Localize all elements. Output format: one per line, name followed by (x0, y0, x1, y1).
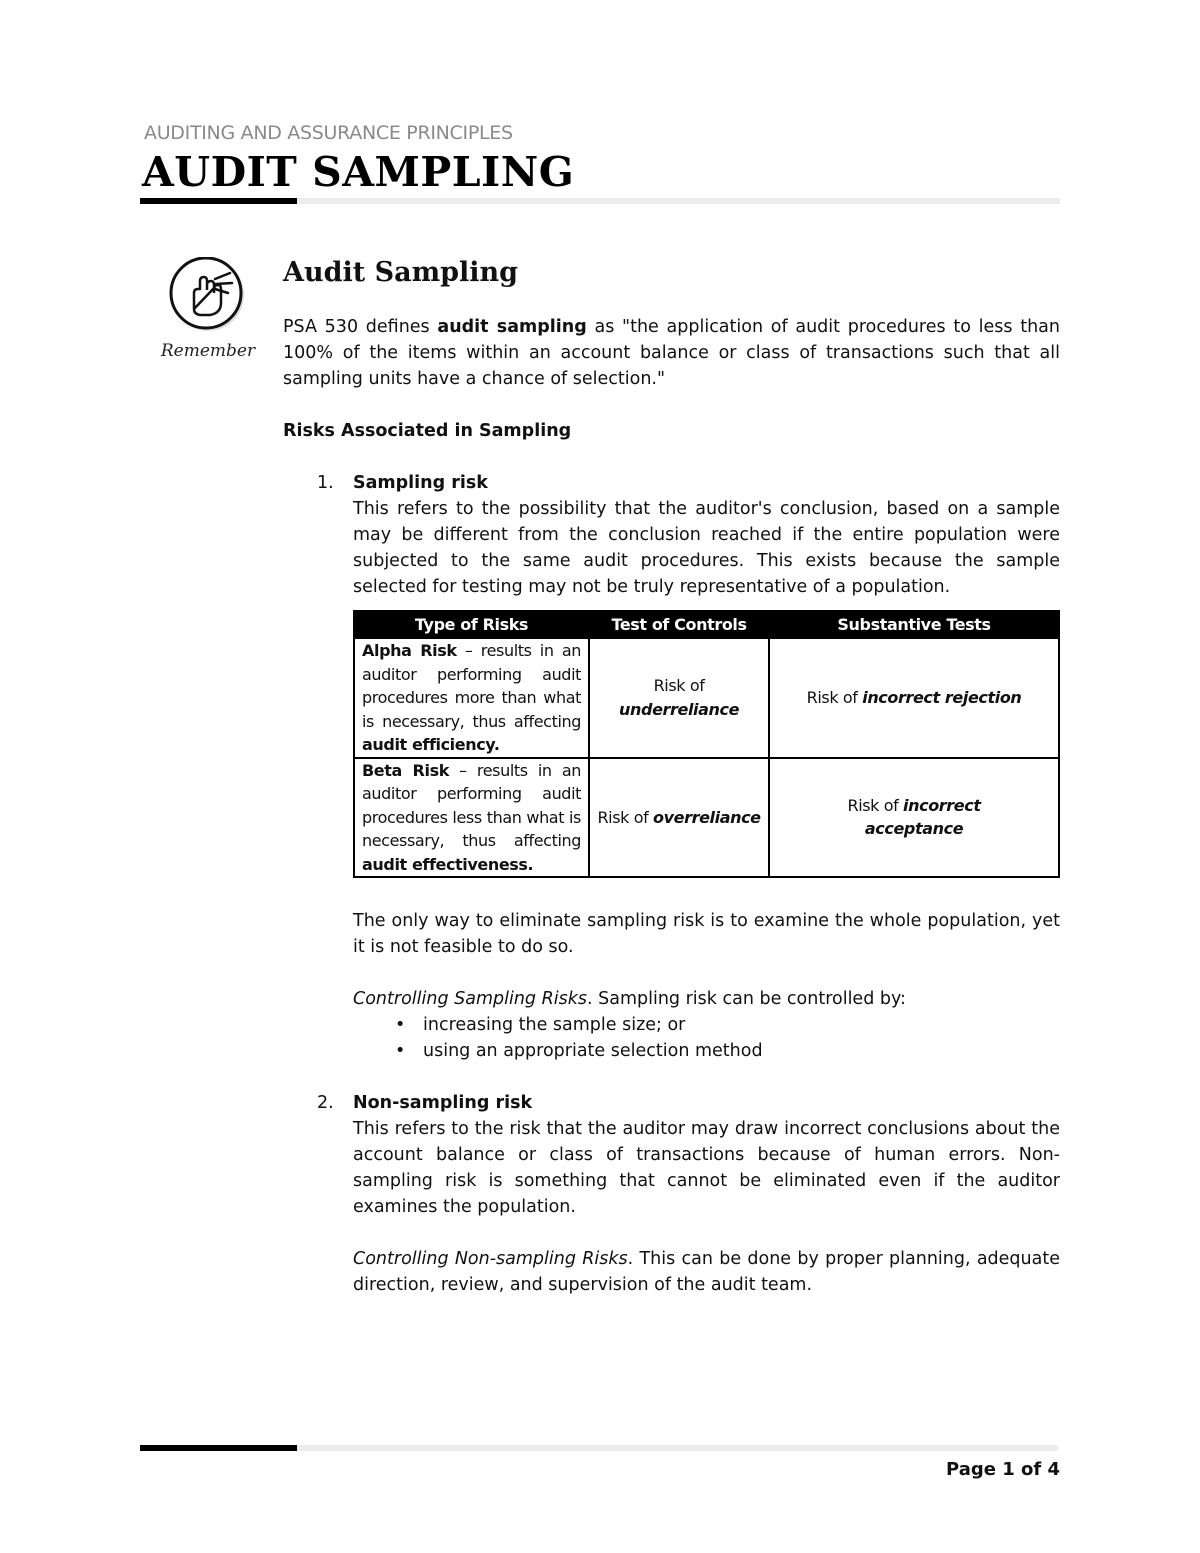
table-header-row (354, 611, 1059, 638)
item-title: Non-sampling risk (353, 1093, 533, 1113)
section-title: Audit Sampling (283, 257, 519, 288)
table-row (354, 638, 1059, 758)
table-cell: Risk of underreliance (589, 638, 769, 758)
bullet-list (283, 1012, 1060, 1064)
remember-label: Remember (160, 341, 256, 361)
list-item: • using an appropriate selection method (283, 1038, 1060, 1064)
table-header: Substantive Tests (769, 611, 1059, 638)
footer-rule-accent (140, 1445, 297, 1451)
page-number: Page 1 of 4 (946, 1459, 1060, 1480)
list-item: • increasing the sample size; or (283, 1012, 1060, 1038)
table-cell: Risk of overreliance (589, 758, 769, 878)
hand-gesture-icon (160, 257, 260, 367)
risk-table (353, 610, 1060, 878)
table-header: Type of Risks (354, 611, 589, 638)
list-item: 2. Non-sampling risk This refers to the risk that the auditor may draw incorrect conclusions about the account balance or class of transactions because of human errors. Non-sampling risk is something that cannot be eliminated even if the auditor examines the population. Controlling Non-sampling Risks. This can be done by proper planning, adequate direction, review, and supervision of the audit team. (283, 1090, 1060, 1298)
table-cell: Beta Risk – results in an auditor performing audit procedures less than what is necessary, thus affecting audit effectiveness. (354, 758, 589, 878)
table-cell: Alpha Risk – results in an auditor performing audit procedures more than what is necessary, thus affecting audit efficiency. (354, 638, 589, 758)
list-item: 1. Sampling risk This refers to the possibility that the auditor's conclusion, based on a sample may be different from the conclusion reached if the entire population were subjected to the same audit procedures. This exists because the sample selected for testing may not be truly representative of a population. Type of Risks Test of Controls Substantive Tests Alpha Risk – results in an auditor performing audit procedures more than what is necessary, thus affecting audit efficiency. Risk of underreliance Risk of incorrect rejection Beta Risk – results in an auditor performing audit procedures less than what is necessary, thus affecting audit effectiveness. Risk of overreliance Risk of incorrect acceptance The only way to eliminate sampling risk is to examine the whole population, yet it is not feasible to do so. Controlling Sampling Risks. Sampling risk can be controlled by: (283, 470, 1060, 1012)
main-content (283, 256, 1060, 1298)
chapter-title: AUDIT SAMPLING (142, 148, 575, 196)
eliminate-note: The only way to eliminate sampling risk is to examine the whole population, yet it is not feasible to do so. (353, 911, 1060, 957)
item-body: This refers to the risk that the auditor may draw incorrect conclusions about the account balance or class of transactions because of human errors. Non-sampling risk is something that cannot be eliminated even if the auditor examines the population. (353, 1119, 1060, 1217)
risks-heading: Risks Associated in Sampling (283, 421, 572, 441)
item-body: This refers to the possibility that the auditor's conclusion, based on a sample may be different from the conclusion reached if the entire population were subjected to the same audit procedures. This exists because the sample selected for testing may not be truly representative of a population. (353, 499, 1060, 597)
table-row (354, 758, 1059, 878)
subject-header: AUDITING AND ASSURANCE PRINCIPLES (144, 122, 513, 144)
header-rule-accent (140, 198, 297, 204)
definition-paragraph: PSA 530 defines audit sampling as "the application of audit procedures to less than 100% of the items within an account balance or class of transactions such that all sampling units have a chance of selection." (283, 317, 1060, 389)
table-cell: Risk of incorrect acceptance (769, 758, 1059, 878)
control-sampling-paragraph: Controlling Sampling Risks. Sampling risk can be controlled by: (353, 989, 906, 1009)
table-header: Test of Controls (589, 611, 769, 638)
item-title: Sampling risk (353, 473, 488, 493)
control-nonsampling-paragraph: Controlling Non-sampling Risks. This can be done by proper planning, adequate direction, review, and supervision of the audit team. (353, 1249, 1060, 1295)
definition-term: audit sampling (437, 317, 587, 337)
table-cell: Risk of incorrect rejection (769, 638, 1059, 758)
